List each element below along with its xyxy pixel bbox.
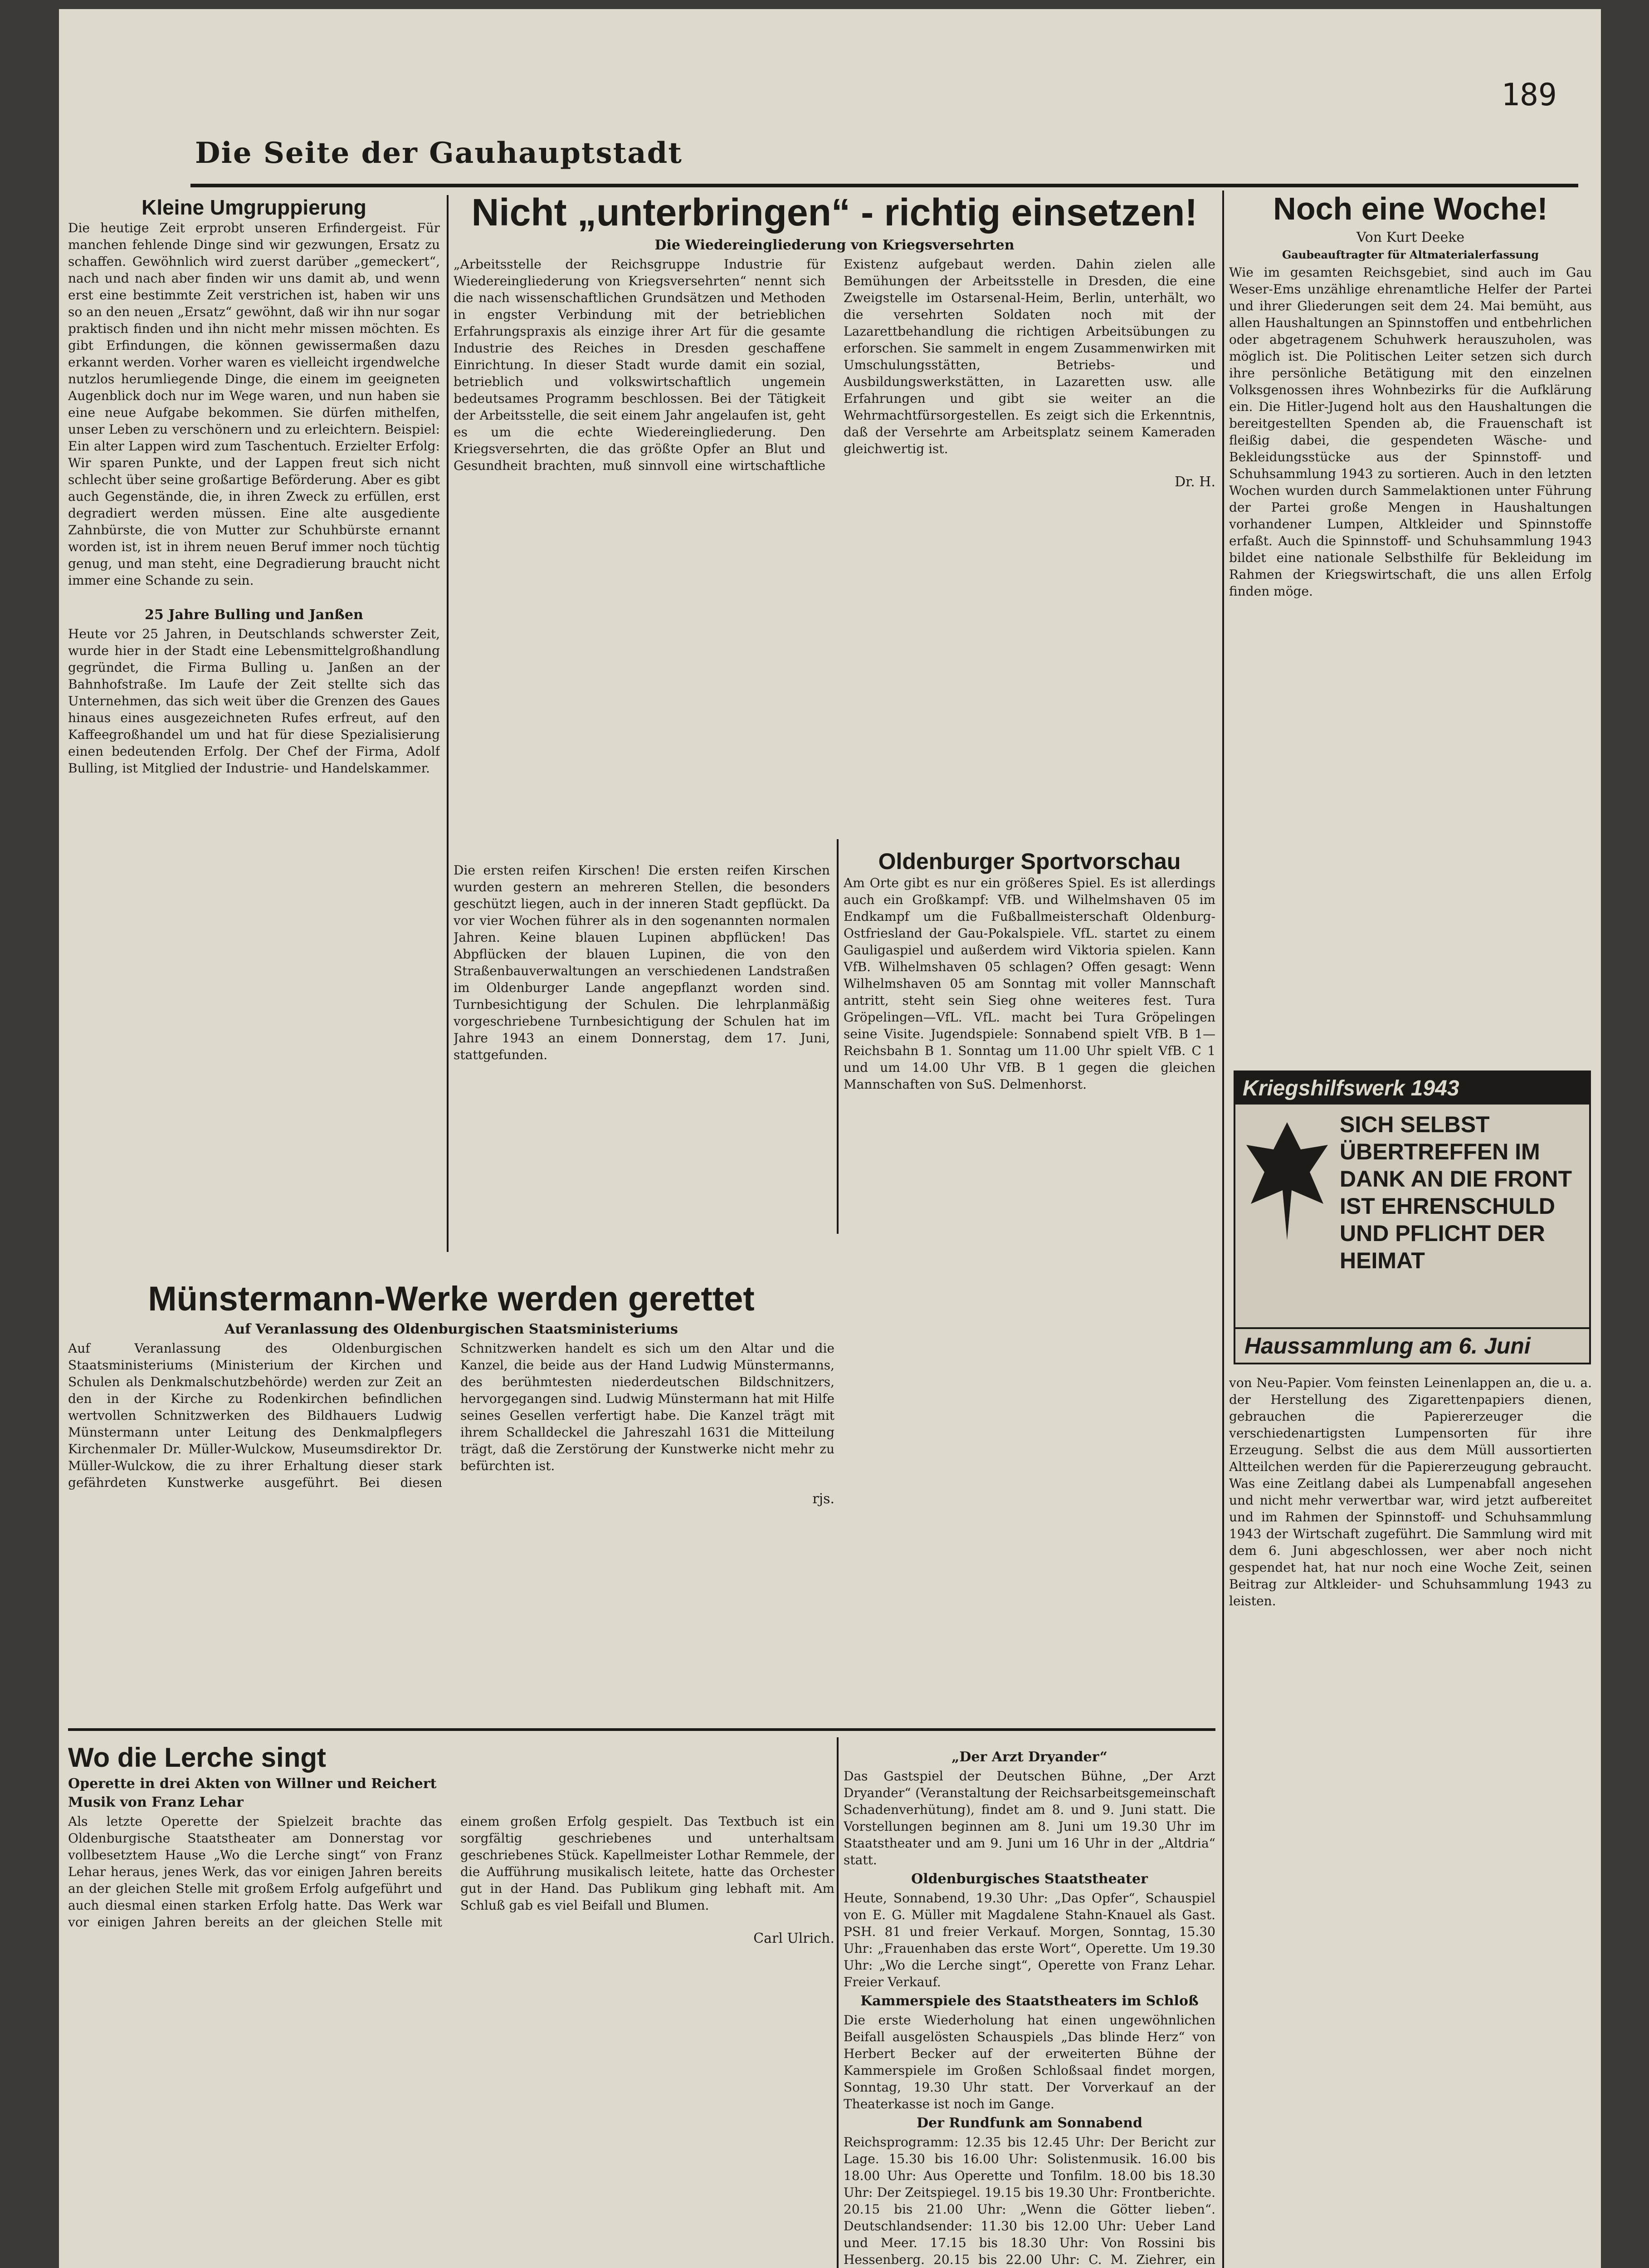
article-title: 25 Jahre Bulling und Janßen (145, 607, 363, 623)
article-title: Oldenburgisches Staatstheater (911, 1871, 1148, 1887)
article-subtitle: Operette in drei Akten von Willner und Reichert (68, 1776, 437, 1792)
eagle-emblem-icon (1242, 1113, 1332, 1249)
article-body-continued: von Neu-Papier. Vom feinsten Leinenlappen an, die u. a. der Herstellung des Zigarettenpapiers dienen, gebrauchen die Papiererzeuger die verschiedenartigsten Lumpensorten für ihre Erzeugung. Selbst die aus dem Müll aussortierten Altteilchen werden für die Papiererzeugung gebraucht. Was eine Zeitlang dabei als Lumpenabfall angesehen und nicht mehr verwertbar war, wird jetzt aufbereitet und im Rahmen der Spinnstoff- und Schuhsammlung 1943 der Wirtschaft zugeführt. Die Sammlung wird mit dem 6. Juni abgeschlossen, wer aber noch nicht gespendet hat, hat nur noch eine Woche Zeit, seinen Beitrag zur Altkleider- und Schuhsammlung 1943 zu leisten. (1229, 1375, 1592, 1608)
section-rule (68, 1728, 1215, 1731)
article-signature: Dr. H. (1175, 474, 1215, 490)
article-title: Wo die Lerche singt (68, 1742, 326, 1773)
header-rule (190, 184, 1578, 187)
article-body: „Arbeitsstelle der Reichsgruppe Industrie für Wiedereingliederung von Kriegsversehrten“ nennt sich die nach wissenschaftlichen Grundsätzen und Methoden in engster Verbindung mit der betrieblichen Erfahrungspraxis als einzige ihrer Art für die gesamte Industrie des Reiches in Dresden geschaffene Einrichtung. In dieser Stadt wurde damit ein sozial, betrieblich und volkswirtschaftlich ungemein bedeutsames Programm beschlossen. Bei der Tätigkeit der Arbeitsstelle, die seit einem Jahr angelaufen ist, geht es um die echte Wiedereingliederung. Den Kriegsversehrten, die das größte Opfer an Blut und Gesundheit brachten, muß sinnvoll eine wirtschaftliche Existenz aufgebaut werden. Dahin zielen alle Bemühungen der Arbeitsstelle in Dresden, die eine Zweigstelle im Ostarsenal-Heim, Berlin, unterhält, wo die versehrten Soldaten noch mit der Lazarettbehandlung die richtigen Arbeitsübungen zu erforschen. Sie sammelt in engem Zusammenwirken mit Umschulungsstätten, Betriebs- und Ausbildungswerkstätten, in Lazaretten usw. alle Erfahrungen und gibt sie weiter an die Wehrmachtfürsorgestellen. Es zeigt sich die Erkenntnis, daß der Versehrte am Arbeitsplatz seinem Kameraden gleichwertig ist. (454, 257, 1215, 473)
article-title: Der Rundfunk am Sonnabend (917, 2115, 1142, 2131)
article-body: Die erste Wiederholung hat einen ungewöhnlichen Beifall ausgelösten Schauspiels „Das blinde Herz“ von Herbert Becker auf der erweiterten Bühne der Kammerspiele im Großen Schloßsaal findet morgen, Sonntag, 19.30 Uhr statt. Der Vorverkauf an der Theaterkasse ist noch im Gange. (844, 2013, 1215, 2112)
article-body: Die heutige Zeit erprobt unseren Erfindergeist. Für manchen fehlende Dinge sind wir gezwungen, Ersatz zu schaffen. Gewöhnlich wird zuerst darüber „gemeckert“, nach und nach aber finden wir uns damit ab, und wenn erst eine bestimmte Zeit verstrichen ist, haben wir uns so an den neuen „Ersatz“ gewöhnt, daß wir ihn nur sogar praktisch finden und ihn nicht mehr missen möchten. Es gibt Erfindungen, die können gewissermaßen dazu erkannt werden. Vorher waren es vielleicht irgendwelche nutzlos herumliegende Dinge, die einem im geeigneten Augenblick doch nur im Wege waren, und nun haben sie eine neue Aufgabe bekommen. Sie dürfen mithelfen, unser Leben zu verschönern und zu erleichtern. Beispiel: Ein alter Lappen wird zum Taschentuch. Erzielter Erfolg: Wir sparen Punkte, und der Lappen freut sich nicht schlecht über seine großartige Beförderung. Aber es gibt auch Gegenstände, die, in ihren Zweck zu erfüllen, erst degradiert werden müssen. Eine alte ausgediente Zahnbürste, die von Mutter zur Schuhbürste ernannt worden ist, ist in ihrem neuen Beruf immer noch tüchtig genug, und man steht, eine Degradierung braucht nicht immer eine Schande zu sein. (68, 220, 440, 588)
article-composer: Musik von Franz Lehar (68, 1794, 244, 1810)
article-title: Noch eine Woche! (1273, 191, 1548, 226)
article-body: Heute vor 25 Jahren, in Deutschlands schwerster Zeit, wurde hier in der Stadt eine Lebensmittelgroßhandlung gegründet, die Firma Bulling u. Janßen an der Bahnhofstraße. Im Laufe der Zeit stellte sich das Unternehmen, das sich weit über die Grenzen des Gaues hinaus eines ausgezeichneten Rufes erfreut, auf den Kaffeegroßhandel um und hat für diese Spezialisierung einen bedeutenden Erfolg. Der Chef der Firma, Adolf Bulling, ist Mitglied der Industrie- und Handelskammer. (68, 626, 440, 776)
article-body: Heute, Sonnabend, 19.30 Uhr: „Das Opfer“, Schauspiel von E. G. Müller mit Magdalene Stahn-Knauel als Gast. PSH. 81 und freier Verkauf. Morgen, Sonntag, 15.30 Uhr: „Frauenhaben das erste Wort“, Operette. Um 19.30 Uhr: „Wo die Lerche singt“, Operette von Franz Lehar. Freier Verkauf. (844, 1891, 1215, 1989)
page-number: 189 (1501, 77, 1557, 113)
article-body: Reichsprogramm: 12.35 bis 12.45 Uhr: Der Bericht zur Lage. 15.30 bis 16.00 Uhr: Solistenmusik. 16.00 bis 18.00 Uhr: Aus Operette und Tonfilm. 18.00 bis 18.30 Uhr: Der Zeitspiegel. 19.15 bis 19.30 Uhr: Frontberichte. 20.15 bis 21.00 Uhr: „Wenn die Götter lieben“. Deutschlandsender: 11.30 bis 12.00 Uhr: Ueber Land und Meer. 17.15 bis 18.30 Uhr: Von Rossini bis Hessenberg. 20.15 bis 22.00 Uhr: C. M. Ziehrer, ein (844, 2135, 1215, 2267)
article-body: Am Orte gibt es nur ein größeres Spiel. Es ist allerdings auch ein Großkampf: VfB. und Wilhelmshaven 05 im Endkampf um die Fußballmeisterschaft Oldenburg-Ostfriesland der Gau-Pokalspiele. VfL. startet zu einem Gauligaspiel und außerdem wird Viktoria spielen. Kann VfB. Wilhelmshaven 05 schlagen? Offen gesagt: Wenn Wilhelmshaven 05 am Sonntag mit voller Mannschaft antritt, steht sein Sieg ohne weiteres fest. Tura Gröpelingen—VfL. VfL. macht bei Tura Gröpelingen seine Visite. Jugendspiele: Sonnabend spielt VfB. B 1—Reichsbahn B 1. Sonntag um 11.00 Uhr spielt VfB. C 1 und um 14.00 Uhr VfB. B 1 gegen die gleichen Mannschaften von SuS. Delmenhorst. (844, 875, 1215, 1092)
article-body: Die ersten reifen Kirschen! Die ersten reifen Kirschen wurden gestern an mehreren Stellen, die besonders geschützt liegen, auch in der inneren Stadt gepflückt. Da vor vier Wochen führer als in den sogenannten normalen Jahren. Keine blauen Lupinen abpflücken! Das Abpflücken der blauen Lupinen, die von den Straßenbauverwaltungen an verschiedenen Landstraßen im Oldenburger Lande angepflanzt worden sind. Turnbesichtigung der Schulen. Die lehrplanmäßig vorgeschriebene Turnbesichtigung der Schulen hat im Jahre 1943 an einem Donnerstag, dem 17. Juni, stattgefunden. (454, 863, 830, 1062)
article-subtitle: Gaubeauftragter für Altmaterialerfassung (1282, 248, 1539, 261)
article-subtitle: Die Wiedereingliederung von Kriegsversehrten (654, 237, 1015, 253)
article-title: „Der Arzt Dryander“ (951, 1749, 1107, 1765)
article-title: Münstermann-Werke werden gerettet (148, 1280, 755, 1318)
local-notes (454, 862, 830, 1234)
article-author: Von Kurt Deeke (1356, 230, 1465, 245)
article-signature: Carl Ulrich. (753, 1931, 834, 1946)
ad-headline: SICH SELBST ÜBERTREFFEN IM DANK AN DIE FRONT IST EHRENSCHULD UND PFLICHT DER HEIMAT (1340, 1112, 1572, 1273)
column-rule (837, 839, 839, 1234)
kriegshilfswerk-ad (1234, 1070, 1591, 1364)
article-lerche (68, 1742, 834, 2268)
article-title: Nicht „unterbringen“ - richtig einsetzen! (471, 191, 1198, 234)
article-woche (1229, 191, 1592, 1052)
article-body: Das Gastspiel der Deutschen Bühne, „Der Arzt Dryander“ (Veranstaltung der Reichsarbeitsgemeinschaft Schadenverhütung), findet am 8. und 9. Juni statt. Die Vorstellungen beginnen am 8. Juni um 19.30 Uhr im Staatstheater und am 9. Juni um 16 Uhr in der „Altdria“ statt. (844, 1769, 1215, 1867)
article-unterbringen (454, 191, 1215, 871)
article-body: Auf Veranlassung des Oldenburgischen Staatsministeriums (Ministerium der Kirchen und Schulen als Denkmalschutzbehörde) werden zur Zeit an den in der Kirche zu Rodenkirchen befindlichen wertvollen Schnitzwerken des Bildhauers Ludwig Münstermann unter Leitung des Denkmalpflegers Kirchenmaler Dr. Müller-Wulckow, Museumsdirektor Dr. Müller-Wulckow, die zu ihrer Erhaltung dieser stark gefährdeten Kunstwerke ausgeführt. Bei diesen Schnitzwerken handelt es sich um den Altar und die Kanzel, die beide aus der Hand Ludwig Münstermanns, des berühmtesten niederdeutschen Bildschnitzers, hervorgegangen sind. Ludwig Münstermann hat mit Hilfe seines Gesellen verfertigt habe. Die Kanzel trägt mit ihrem Schalldeckel die Jahreszahl 1631 die Mitteilung trägt, daß die Zerstörung der Kunstwerke nicht mehr zu befürchten ist. (68, 1341, 834, 1490)
theatre-listings (844, 1746, 1215, 2268)
article-subtitle: Auf Veranlassung des Oldenburgischen Staatsministeriums (224, 1321, 678, 1337)
article-muenstermann (68, 1279, 834, 1715)
article-woche-continued (1229, 1374, 1592, 2268)
column-rule (447, 195, 449, 1252)
section-header: Die Seite der Gauhauptstadt (195, 136, 683, 170)
article-body: Wie im gesamten Reichsgebiet, sind auch im Gau Weser-Ems unzählige ehrenamtliche Helfer der Partei und ihrer Gliederungen seit dem 24. Mai bemüht, aus allen Haushaltungen an Spinnstoffen und entbehrlichen oder abgetragenem Schuhwerk herauszuholen, was möglich ist. Die Politischen Leiter setzen sich durch ihre persönliche Betätigung mit den einzelnen Volksgenossen ihres Wohnbezirks für die Aufklärung ein. Die Hitler-Jugend holt aus den Haushaltungen die bereitgestellten Spenden ab, die Frauenschaft ist fleißig dabei, die gespendeten Wäsche- und Bekleidungsstücke aus der Spinnstoff- und Schuhsammlung 1943 zu sortieren. Auch in den letzten Wochen wurden durch Sammelaktionen unter Führung der Partei große Mengen in Haushaltungen vorhandener Lumpen, Altkleider und Spinnstoffe erfaßt. Auch die Spinnstoff- und Schuhsammlung 1943 bildet eine nationale Selbsthilfe für Bekleidung im Rahmen der Kriegswirtschaft, die uns allen Erfolg finden möge. (1229, 265, 1592, 599)
article-body: Als letzte Operette der Spielzeit brachte das Oldenburgische Staatstheater am Donnerstag vor vollbesetztem Hause „Wo die Lerche singt“ von Franz Lehar heraus, jenes Werk, das vor einigen Jahren bereits an der gleichen Stelle mit großem Erfolg aufgeführt und auch diesmal einen starken Erfolg hatte. Das Werk war vor einigen Jahren bereits an der gleichen Stelle mit einem großen Erfolg gespielt. Das Textbuch ist ein sorgfältig geschriebenes und unterhaltsam geschriebenes Stück. Kapellmeister Lothar Remmele, der die Aufführung musikalisch leitete, hatte das Orchester gut in der Hand. Das Publikum ging lebhaft mit. Am Schluß gab es viel Beifall und Blumen. (68, 1814, 834, 1930)
article-title: Kleine Umgruppierung (141, 196, 366, 219)
article-umgruppierung (68, 195, 440, 1252)
ad-footer: Haussammlung am 6. Juni (1235, 1327, 1589, 1363)
column-rule (837, 1737, 839, 2268)
column-rule (1222, 191, 1224, 2268)
article-title: Oldenburger Sportvorschau (878, 849, 1181, 874)
ad-banner: Kriegshilfswerk 1943 (1235, 1072, 1589, 1105)
article-title: Kammerspiele des Staatstheaters im Schloß (860, 1993, 1199, 2009)
article-sportvorschau (844, 848, 1215, 1719)
newspaper-page (59, 9, 1601, 2268)
article-signature: rjs. (812, 1491, 834, 1507)
